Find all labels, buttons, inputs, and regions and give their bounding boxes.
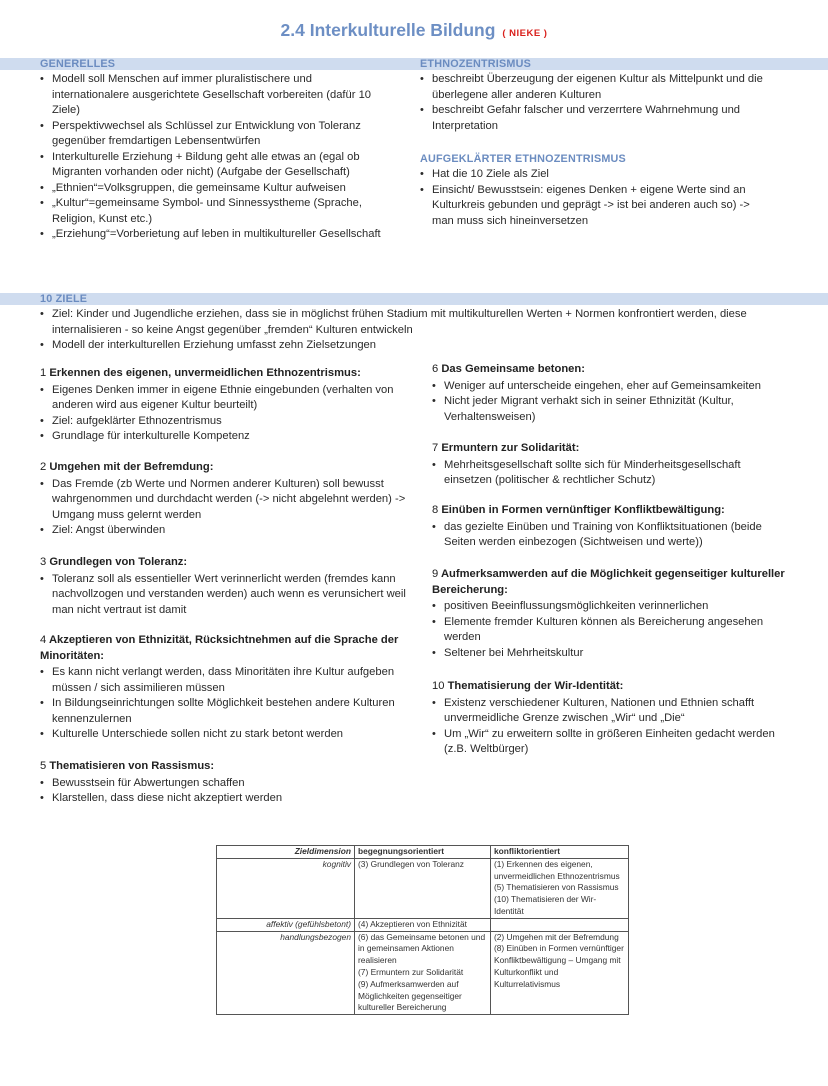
table-row-label: handlungsbezogen	[217, 931, 355, 1015]
table-cell	[490, 858, 628, 918]
header-bar-top	[0, 58, 828, 70]
goal-heading: 3 Grundlegen von Toleranz:	[40, 556, 188, 568]
list-item: • Seltener bei Mehrheitskultur	[430, 646, 790, 662]
goal-9	[432, 567, 790, 661]
list-item: • Es kann nicht verlangt werden, dass Minoritäten ihre Kultur aufgeben müssen / sich assimilieren müssen	[38, 665, 420, 696]
goal-list	[430, 458, 790, 489]
table-cell-line: (10) Thematisieren der Wir-Identität	[493, 894, 597, 916]
list-item: • Weniger auf unterscheide eingehen, eher auf Gemeinsamkeiten	[430, 379, 790, 395]
table-header-cell: konfliktorientiert	[490, 846, 628, 859]
list-item: • Ziel: Kinder und Jugendliche erziehen, dass sie in möglichst frühen Stadium mit multikulturellen Werten + Normen konfrontiert werden, diese internalisieren - so keine Angst gegenüber „fremden“ Kulturen entwickeln	[38, 307, 778, 338]
table-row	[217, 931, 629, 1015]
list-item: • „Erziehung“=Vorberietung auf leben in multikultureller Gesellschaft	[38, 227, 390, 243]
goal-list	[430, 379, 790, 426]
goal-3	[40, 555, 420, 618]
goal-2	[40, 460, 420, 539]
goal-list	[38, 665, 420, 743]
list-item: • Modell soll Menschen auf immer pluralistischere und internationalere ausgerichtete Gesellschaft vorbereiten (dafür 10 Ziele)	[38, 72, 390, 119]
list-item: • beschreibt Überzeugung der eigenen Kultur als Mittelpunkt und die überlegene aller anderen Kulturen	[418, 72, 774, 103]
list-ethnozentrismus	[418, 72, 774, 134]
goal-heading: 10 Thematisierung der Wir-Identität:	[432, 680, 624, 692]
list-item: • Toleranz soll als essentieller Wert verinnerlicht werden (fremdes kann nachvollzogen und verstanden werden) auch wenn es verunsichert weil man nicht vertraut ist damit	[38, 572, 420, 619]
list-item: • Klarstellen, dass diese nicht akzeptiert werden	[38, 791, 420, 807]
list-item: • beschreibt Gefahr falscher und verzerrtere Wahrnehmung und Interpretation	[418, 103, 774, 134]
header-bar-ziele	[0, 293, 828, 305]
list-item: • Perspektivwechsel als Schlüssel zur Entwicklung von Toleranz gegenüber fremdartigen Lebensentwürfen	[38, 119, 390, 150]
list-item: • das gezielte Einüben und Training von Konfliktsituationen (beide Seiten werden einbezogen (Sichtweisen und werte))	[430, 520, 790, 551]
list-item: • „Ethnien“=Volksgruppen, die gemeinsame Kultur aufweisen	[38, 181, 390, 197]
table-header-row	[217, 846, 629, 859]
list-item: • Um „Wir“ zu erweitern sollte in größeren Einheiten gedacht werden (z.B. Weltbürger)	[430, 727, 790, 758]
list-item: • Nicht jeder Migrant verhakt sich in seiner Ethnizität (Kultur, Verhaltensweisen)	[430, 394, 790, 425]
table-cell	[490, 918, 628, 931]
goal-heading: 6 Das Gemeinsame betonen:	[432, 363, 585, 375]
goal-list	[430, 520, 790, 551]
list-ziele-intro	[38, 307, 778, 354]
goal-list	[38, 572, 420, 619]
table-cell-line: (3) Grundlegen von Toleranz	[358, 858, 464, 869]
goal-list	[430, 696, 790, 758]
goal-10	[432, 679, 790, 758]
list-item: • Hat die 10 Ziele als Ziel	[418, 167, 774, 183]
goal-6	[432, 362, 790, 425]
list-item: • „Kultur“=gemeinsame Symbol- und Sinnessystheme (Sprache, Religion, Kunst etc.)	[38, 196, 390, 227]
list-generelles	[38, 72, 390, 243]
goal-7	[432, 441, 790, 489]
goal-1	[40, 366, 420, 445]
title-author-tag: ( NIEKE )	[502, 28, 548, 39]
list-item: • Eigenes Denken immer in eigene Ethnie eingebunden (verhalten von anderen wird aus eigener Kultur beurteilt)	[38, 383, 420, 414]
heading-generelles: GENERELLES	[40, 58, 116, 70]
table-cell-line: (6) das Gemeinsame betonen und in gemeinsamen Aktionen realisieren	[358, 931, 486, 966]
list-item: • positiven Beeinflussungsmöglichkeiten verinnerlichen	[430, 599, 790, 615]
list-item: • Das Fremde (zb Werte und Normen anderer Kulturen) soll bewusst wahrgenommen und durchdacht werden (-> nicht abgelehnt werden) -> Umgang muss gelernt werden	[38, 477, 420, 524]
title-text: 2.4 Interkulturelle Bildung	[280, 20, 496, 40]
heading-ethnozentrismus: ETHNOZENTRISMUS	[420, 58, 531, 70]
table-row-label: kognitiv	[217, 858, 355, 918]
table-cell	[490, 931, 628, 1015]
zieldimension-table	[216, 845, 629, 1015]
goal-list	[38, 477, 420, 539]
table-row	[217, 918, 629, 931]
table-cell-line: (1) Erkennen des eigenen, unvermeidlichen Ethnozentrismus	[493, 858, 620, 881]
page-title	[0, 19, 828, 45]
heading-10-ziele: 10 ZIELE	[40, 293, 88, 305]
table-cell-line: (9) Aufmerksamwerden auf Möglichkeiten gegenseitiger kultureller Bereicherung	[358, 978, 462, 1013]
list-item: • Existenz verschiedener Kulturen, Nationen und Ethnien schafft unvermeidliche Grenze zwischen „Wir“ und „Die“	[430, 696, 790, 727]
table-cell	[355, 918, 491, 931]
goal-heading: 8 Einüben in Formen vernünftiger Konfliktbewältigung:	[432, 504, 725, 516]
list-item: • Interkulturelle Erziehung + Bildung geht alle etwas an (egal ob Migranten vorhanden oder nicht) (Aufgabe der Gesellschaft)	[38, 150, 390, 181]
list-item: • Mehrheitsgesellschaft sollte sich für Minderheitsgesellschaft einsetzen (politischer & rechtlicher Schutz)	[430, 458, 790, 489]
list-item: • Elemente fremder Kulturen können als Bereicherung angesehen werden	[430, 615, 790, 646]
list-item: • Grundlage für interkulturelle Kompetenz	[38, 429, 420, 445]
list-item: • Ziel: aufgeklärter Ethnozentrismus	[38, 414, 420, 430]
table-header-cell: Zieldimension	[217, 846, 355, 859]
goal-list	[430, 599, 790, 661]
goal-list	[38, 776, 420, 807]
goal-8	[432, 503, 790, 551]
table-cell-line: (8) Einüben in Formen vernünftiger Konfliktbewältigung – Umgang mit Kulturkonflikt und Kulturrelativismus	[493, 943, 624, 989]
goal-list	[38, 383, 420, 445]
list-item: • Einsicht/ Bewusstsein: eigenes Denken + eigene Werte sind an Kulturkreis gebunden und geprägt -> ist bei anderen auch so) -> man muss sich hineinversetzen	[418, 183, 774, 230]
table-row-label: affektiv (gefühlsbetont)	[217, 918, 355, 931]
table-cell	[355, 931, 491, 1015]
list-item: • Kulturelle Unterschiede sollen nicht zu stark betont werden	[38, 727, 420, 743]
table-row	[217, 858, 629, 918]
table-cell-line: (4) Akzeptieren von Ethnizität	[358, 918, 467, 929]
goal-heading: 2 Umgehen mit der Befremdung:	[40, 461, 214, 473]
heading-aufgeklaerter-ethnozentrismus: AUFGEKLÄRTER ETHNOZENTRISMUS	[420, 153, 626, 165]
goal-heading: 1 Erkennen des eigenen, unvermeidlichen Ethnozentrismus:	[40, 367, 361, 379]
list-aufgeklaerter-ethnozentrismus	[418, 167, 774, 229]
list-item: • Bewusstsein für Abwertungen schaffen	[38, 776, 420, 792]
table-cell-line: (2) Umgehen mit der Befremdung	[493, 931, 619, 942]
goal-heading: 5 Thematisieren von Rassismus:	[40, 760, 215, 772]
list-item: • Ziel: Angst überwinden	[38, 523, 420, 539]
goal-heading: 9 Aufmerksamwerden auf die Möglichkeit gegenseitiger kultureller Bereicherung:	[432, 568, 785, 596]
list-item: • In Bildungseinrichtungen sollte Möglichkeit bestehen andere Kulturen kennenzulernen	[38, 696, 420, 727]
goal-5	[40, 759, 420, 807]
table-cell-line: (7) Ermuntern zur Solidarität	[358, 966, 464, 977]
goal-heading: 7 Ermuntern zur Solidarität:	[432, 442, 580, 454]
goal-4	[40, 633, 420, 743]
goal-heading: 4 Akzeptieren von Ethnizität, Rücksichtnehmen auf die Sprache der Minoritäten:	[40, 634, 399, 662]
table-cell-line: (5) Thematisieren von Rassismus	[493, 882, 619, 893]
list-item: • Modell der interkulturellen Erziehung umfasst zehn Zielsetzungen	[38, 338, 778, 354]
table-header-cell: begegnungsorientiert	[355, 846, 491, 859]
table-cell	[355, 858, 491, 918]
